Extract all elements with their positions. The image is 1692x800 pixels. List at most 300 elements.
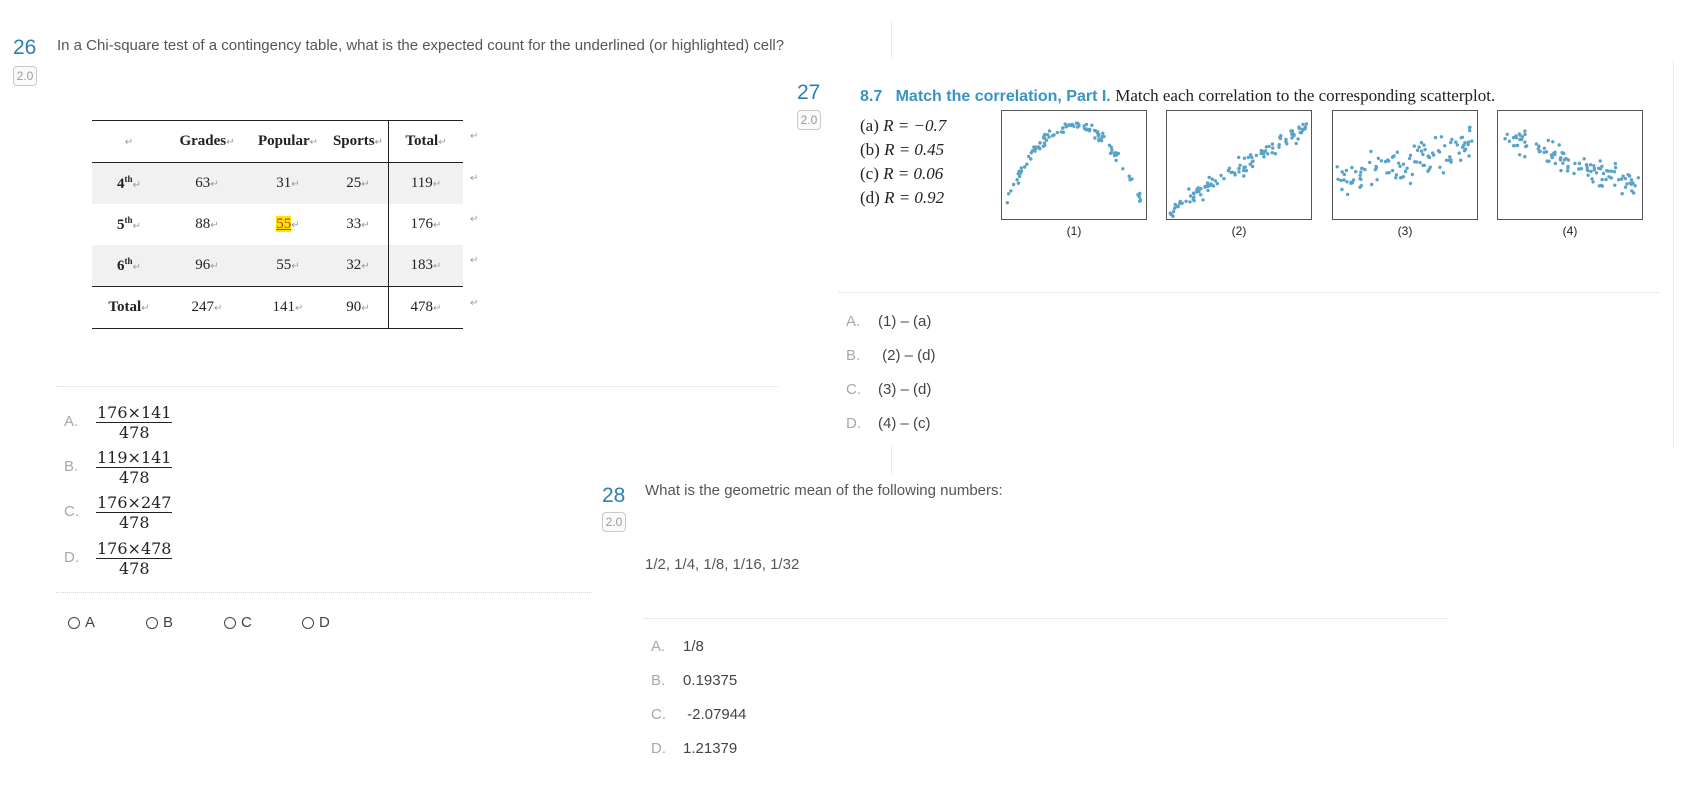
scatter-point — [1387, 159, 1390, 162]
scatter-point — [1012, 183, 1015, 186]
row-label: 6th↵ — [92, 245, 166, 287]
scatter-point — [1345, 169, 1348, 172]
scatter-point — [1614, 162, 1617, 165]
scatter-point — [1184, 200, 1187, 203]
scatter-point — [1020, 170, 1023, 173]
scatter-point — [1047, 135, 1050, 138]
scatter-point — [1017, 182, 1020, 185]
scatter-point — [1523, 140, 1526, 143]
scatter-point — [1354, 170, 1357, 173]
option-a: A. 1/8 — [651, 638, 704, 655]
scatter-point — [1351, 181, 1354, 184]
table-row — [92, 204, 463, 245]
scatter-point — [1222, 177, 1225, 180]
scatter-point — [1460, 136, 1463, 139]
scatter-point — [1062, 131, 1065, 134]
score-badge: 2.0 — [797, 110, 821, 130]
scatter-point — [1015, 178, 1018, 181]
scatter-point — [1300, 131, 1303, 134]
scatter-point — [1628, 174, 1631, 177]
scatter-point — [1621, 192, 1624, 195]
scatter-point — [1593, 168, 1596, 171]
scatter-point — [1561, 152, 1564, 155]
option-d: D. (4) – (c) — [846, 415, 931, 432]
scatter-point — [1468, 129, 1471, 132]
scatter-point — [1590, 177, 1593, 180]
scatter-point — [1231, 171, 1234, 174]
radio-circle-icon[interactable] — [302, 617, 314, 629]
scatter-point — [1420, 150, 1423, 153]
fraction: $\frac{119\times 141}{478}$ — [97, 448, 172, 487]
scatter-point — [1445, 159, 1448, 162]
scatter-point — [1188, 200, 1191, 203]
scatter-point — [1577, 167, 1580, 170]
scatter-point — [1613, 170, 1616, 173]
table-cell: 183↵ — [389, 245, 464, 287]
scatter-point — [1624, 177, 1627, 180]
correlation-item: (b) R = 0.45 — [860, 140, 945, 159]
scatter-point — [1139, 198, 1142, 201]
scatter-point — [1359, 178, 1362, 181]
table-header-row — [92, 121, 463, 163]
divider — [644, 618, 1448, 619]
scatter-point — [1296, 137, 1299, 140]
scatter-point — [1369, 150, 1372, 153]
scatter-point — [1420, 141, 1423, 144]
scatter-point — [1630, 189, 1633, 192]
scatter-point — [1384, 160, 1387, 163]
scatter-point — [1535, 142, 1538, 145]
scatter-point — [1468, 126, 1471, 129]
row-label: Total↵ — [92, 287, 166, 329]
scatter-point — [1620, 177, 1623, 180]
scatter-point — [1422, 143, 1425, 146]
scatter-point — [1508, 140, 1511, 143]
radio-circle-icon[interactable] — [146, 617, 158, 629]
scatter-point — [1237, 170, 1240, 173]
scatter-point — [1108, 144, 1111, 147]
table-cell: 33↵ — [346, 216, 370, 232]
scatter-point — [1245, 169, 1248, 172]
scatter-point — [1624, 186, 1627, 189]
option-a: A. (1) – (a) — [846, 313, 932, 330]
scatter-point — [1048, 129, 1051, 132]
scatter-point — [1018, 175, 1021, 178]
table-header-cell: Total↵ — [389, 121, 464, 163]
scatter-point — [1033, 149, 1036, 152]
scatter-point — [1404, 170, 1407, 173]
scatter-point — [1637, 176, 1640, 179]
scatter-point — [1342, 178, 1345, 181]
scatter-point — [1448, 155, 1451, 158]
scatter-point — [1359, 174, 1362, 177]
radio-option-c[interactable]: C — [224, 614, 252, 631]
scatter-point — [1250, 156, 1253, 159]
scatter-point — [1056, 131, 1059, 134]
scatter-point — [1209, 182, 1212, 185]
scatter-point — [1388, 171, 1391, 174]
question-text: In a Chi-square test of a contingency table, what is the expected count for the underlined (or highlighted) cell? — [57, 37, 785, 54]
table-cell: 25↵ — [328, 163, 389, 205]
scatter-point — [1303, 127, 1306, 130]
scatter-point — [1247, 156, 1250, 159]
scatter-point — [1438, 166, 1441, 169]
scatter-point — [1408, 157, 1411, 160]
scatter-point — [1117, 152, 1120, 155]
scatter-point — [1405, 167, 1408, 170]
scatter-point — [1278, 136, 1281, 139]
return-mark: ↵ — [470, 173, 479, 184]
scatter-point — [1171, 215, 1174, 218]
scatter-point — [1458, 151, 1461, 154]
scatter-point — [1547, 139, 1550, 142]
scatter-point — [1201, 198, 1204, 201]
table-cell: 96↵ — [166, 245, 248, 287]
scatter-point — [1061, 126, 1064, 129]
scatter-point — [1192, 196, 1195, 199]
scatter-point — [1599, 159, 1602, 162]
scatter-point — [1621, 174, 1624, 177]
option-b: B. $\frac{119\times 141}{478}$ — [64, 448, 172, 487]
scatter-point — [1459, 159, 1462, 162]
scatter-point — [1130, 177, 1133, 180]
scatter-point — [1559, 158, 1562, 161]
radio-circle-icon[interactable] — [68, 617, 80, 629]
fraction: $\frac{176\times 141}{478}$ — [97, 403, 172, 442]
scatter-point — [1559, 169, 1562, 172]
plot-label: (2) — [1231, 224, 1247, 238]
scatter-point — [1566, 169, 1569, 172]
divider — [56, 386, 778, 387]
scatter-point — [1284, 138, 1287, 141]
table-row — [92, 163, 463, 205]
scatter-point — [1110, 148, 1113, 151]
scatter-point — [1413, 144, 1416, 147]
scatter-point — [1610, 170, 1613, 173]
option-b: B. (2) – (d) — [846, 347, 936, 364]
table-header-empty: ↵ — [92, 121, 166, 163]
scatter-point — [1586, 174, 1589, 177]
scatter-point — [1573, 162, 1576, 165]
scatter-point — [1561, 162, 1564, 165]
scatter-point — [1297, 125, 1300, 128]
scatter-point — [1605, 169, 1608, 172]
scatter-point — [1525, 144, 1528, 147]
scatter-point — [1434, 136, 1437, 139]
scatter-point — [1600, 178, 1603, 181]
scatter-point — [1289, 129, 1292, 132]
scatter-point — [1238, 164, 1241, 167]
scatter-point — [1429, 166, 1432, 169]
scatter-point — [1339, 179, 1342, 182]
correlation-list — [860, 114, 946, 210]
scatter-point — [1255, 154, 1258, 157]
scatter-point — [1009, 189, 1012, 192]
option-c: C. -2.07944 — [651, 706, 747, 723]
scatter-point — [1100, 135, 1103, 138]
scatter-point — [1096, 131, 1099, 134]
row-label: 5th↵ — [117, 215, 141, 233]
scatter-point — [1136, 193, 1139, 196]
scatter-point — [1416, 149, 1419, 152]
scatter-point — [1020, 166, 1023, 169]
scatter-point — [1506, 133, 1509, 136]
scatter-point — [1552, 152, 1555, 155]
scatter-point — [1431, 151, 1434, 154]
scatter-point — [1391, 156, 1394, 159]
scatter-point — [1551, 140, 1554, 143]
scatter-point — [1523, 129, 1526, 132]
scatter-point — [1614, 166, 1617, 169]
scatter-point — [1189, 194, 1192, 197]
scatter-point — [1518, 153, 1521, 156]
scatter-point — [1370, 183, 1373, 186]
scatter-point — [1589, 170, 1592, 173]
scatter-point — [1097, 139, 1100, 142]
scatter-point — [1375, 178, 1378, 181]
radio-option-b[interactable]: B — [146, 614, 173, 631]
scatter-point — [1428, 156, 1431, 159]
scatter-point — [1417, 145, 1420, 148]
separator — [891, 20, 892, 58]
scatter-point — [1463, 141, 1466, 144]
scatter-point — [1454, 140, 1457, 143]
scatter-point — [1345, 180, 1348, 183]
scatter-point — [1630, 178, 1633, 181]
scatter-point — [1023, 165, 1026, 168]
table-cell: 119↵ — [389, 163, 464, 205]
scatter-point — [1350, 166, 1353, 169]
scatter-point — [1181, 202, 1184, 205]
scatter-point — [1601, 184, 1604, 187]
divider — [56, 592, 592, 593]
scatter-point — [1234, 173, 1237, 176]
scatter-point — [1195, 188, 1198, 191]
scatter-point — [1336, 165, 1339, 168]
scatter-point — [1109, 152, 1112, 155]
fraction: $\frac{176\times 247}{478}$ — [97, 493, 172, 532]
table-cell: 141↵ — [248, 287, 328, 329]
scatter-point — [1274, 152, 1277, 155]
question-number: 27 — [797, 81, 821, 104]
scatter-point — [1572, 172, 1575, 175]
scatter-point — [1515, 144, 1518, 147]
scatter-point — [1595, 171, 1598, 174]
question-text: What is the geometric mean of the following numbers: — [645, 482, 1003, 499]
score-badge: 2.0 — [602, 512, 626, 532]
scatter-point — [1542, 151, 1545, 154]
plot-label: (4) — [1562, 224, 1578, 238]
scatter-point — [1514, 134, 1517, 137]
table-cell: 63↵ — [166, 163, 248, 205]
scatter-point — [1065, 125, 1068, 128]
correlation-item: (a) R = −0.7 — [860, 116, 947, 135]
scatter-point — [1301, 123, 1304, 126]
scatter-point — [1174, 203, 1177, 206]
scatter-point — [1340, 188, 1343, 191]
scatter-point — [1597, 167, 1600, 170]
table-cell: 176↵ — [389, 204, 464, 245]
table-header-cell: Popular↵ — [248, 121, 328, 163]
radio-option-d[interactable]: D — [302, 614, 330, 631]
table-cell: 88↵ — [195, 216, 219, 232]
scatter-point — [1423, 148, 1426, 151]
score-badge: 2.0 — [13, 66, 37, 86]
scatter-point — [1278, 143, 1281, 146]
contingency-table — [92, 120, 463, 329]
scatter-point — [1216, 182, 1219, 185]
scatter-point — [1470, 139, 1473, 142]
scatter-point — [1090, 124, 1093, 127]
scatter-point — [1071, 123, 1074, 126]
scatter-point — [1295, 142, 1298, 145]
scatter-point — [1128, 175, 1131, 178]
scatterplot-1 — [1001, 110, 1147, 220]
scatter-point — [1038, 141, 1041, 144]
scatter-point — [1260, 149, 1263, 152]
question-number: 26 — [13, 36, 37, 59]
scatter-point — [1600, 165, 1603, 168]
scatter-point — [1265, 145, 1268, 148]
option-d: D. 1.21379 — [651, 740, 738, 757]
scatter-point — [1586, 169, 1589, 172]
scatter-point — [1442, 171, 1445, 174]
scatter-point — [1242, 174, 1245, 177]
scatter-point — [1402, 163, 1405, 166]
option-c: C. (3) – (d) — [846, 381, 932, 398]
highlighted-cell: 55↵ — [276, 216, 300, 232]
radio-option-a[interactable]: A — [68, 614, 95, 631]
table-header-cell: Sports↵ — [328, 121, 389, 163]
scatter-point — [1121, 167, 1124, 170]
scatter-point — [1085, 127, 1088, 130]
scatter-point — [1566, 166, 1569, 169]
scatter-point — [1391, 169, 1394, 172]
scatter-point — [1591, 180, 1594, 183]
scatter-point — [1583, 157, 1586, 160]
scatter-point — [1085, 123, 1088, 126]
radio-circle-icon[interactable] — [224, 617, 236, 629]
scatter-point — [1415, 160, 1418, 163]
scatter-point — [1625, 182, 1628, 185]
scatter-point — [1346, 193, 1349, 196]
scatter-point — [1421, 164, 1424, 167]
scatter-point — [1512, 144, 1515, 147]
scatter-point — [1290, 133, 1293, 136]
scatter-point — [1409, 182, 1412, 185]
scatter-point — [1042, 145, 1045, 148]
scatter-point — [1242, 166, 1245, 169]
table-cell: 55↵ — [248, 245, 328, 287]
return-mark: ↵ — [470, 131, 479, 142]
scatter-point — [1262, 155, 1265, 158]
scatter-point — [1449, 141, 1452, 144]
scatter-point — [1554, 162, 1557, 165]
scatter-point — [1025, 163, 1028, 166]
scatter-point — [1336, 178, 1339, 181]
table-cell: 31↵ — [248, 163, 328, 205]
divider — [839, 292, 1659, 293]
question-number: 28 — [602, 484, 626, 507]
scatter-point — [1206, 185, 1209, 188]
scatter-point — [1523, 133, 1526, 136]
fraction: $\frac{176\times 478}{478}$ — [97, 539, 172, 578]
question-numbers: 1/2, 1/4, 1/8, 1/16, 1/32 — [645, 556, 800, 573]
scatter-point — [1396, 151, 1399, 154]
scatter-point — [1397, 162, 1400, 165]
option-b: B. 0.19375 — [651, 672, 738, 689]
option-a: A. $\frac{176\times 141}{478}$ — [64, 403, 172, 442]
separator — [1673, 60, 1674, 448]
scatter-point — [1521, 135, 1524, 138]
scatter-point — [1467, 140, 1470, 143]
scatter-point — [1051, 134, 1054, 137]
scatter-point — [1443, 144, 1446, 147]
scatter-point — [1007, 192, 1010, 195]
scatter-point — [1437, 149, 1440, 152]
scatter-point — [1251, 160, 1254, 163]
scatter-point — [1467, 154, 1470, 157]
scatter-point — [1368, 161, 1371, 164]
scatter-point — [1543, 147, 1546, 150]
scatter-point — [1006, 201, 1009, 204]
scatter-point — [1629, 181, 1632, 184]
scatter-point — [1395, 173, 1398, 176]
scatter-point — [1305, 122, 1308, 125]
scatter-point — [1271, 151, 1274, 154]
scatter-point — [1271, 146, 1274, 149]
scatter-point — [1251, 165, 1254, 168]
scatter-point — [1045, 139, 1048, 142]
scatter-point — [1578, 162, 1581, 165]
table-cell: 247↵ — [166, 287, 248, 329]
scatter-point — [1037, 145, 1040, 148]
scatter-point — [1617, 178, 1620, 181]
scatter-point — [1411, 173, 1414, 176]
scatter-point — [1409, 154, 1412, 157]
scatter-point — [1567, 158, 1570, 161]
question-heading: 8.7 Match the correlation, Part I. Match each correlation to the corresponding scatterplot. — [860, 86, 1496, 105]
scatter-point — [1399, 176, 1402, 179]
scatter-point — [1343, 173, 1346, 176]
scatter-point — [1585, 163, 1588, 166]
correlation-item: (d) R = 0.92 — [860, 188, 945, 207]
scatter-point — [1214, 179, 1217, 182]
plot-label: (1) — [1066, 224, 1082, 238]
scatter-point — [1394, 176, 1397, 179]
scatter-point — [1633, 184, 1636, 187]
scatter-point — [1187, 187, 1190, 190]
table-header-cell: Grades↵ — [166, 121, 248, 163]
scatterplot-2 — [1166, 110, 1312, 220]
table-cell: 32↵ — [328, 245, 389, 287]
table-total-row — [92, 287, 463, 329]
table-row — [92, 245, 463, 287]
scatter-point — [1237, 156, 1240, 159]
scatterplot-4 — [1497, 110, 1643, 220]
scatter-point — [1377, 157, 1380, 160]
scatter-point — [1192, 199, 1195, 202]
scatter-point — [1421, 153, 1424, 156]
correlation-item: (c) R = 0.06 — [860, 164, 944, 183]
scatter-point — [1227, 169, 1230, 172]
plot-label: (3) — [1397, 224, 1413, 238]
scatter-point — [1358, 186, 1361, 189]
scatter-point — [1450, 138, 1453, 141]
scatter-point — [1101, 132, 1104, 135]
scatter-point — [1375, 166, 1378, 169]
scatter-point — [1440, 135, 1443, 138]
